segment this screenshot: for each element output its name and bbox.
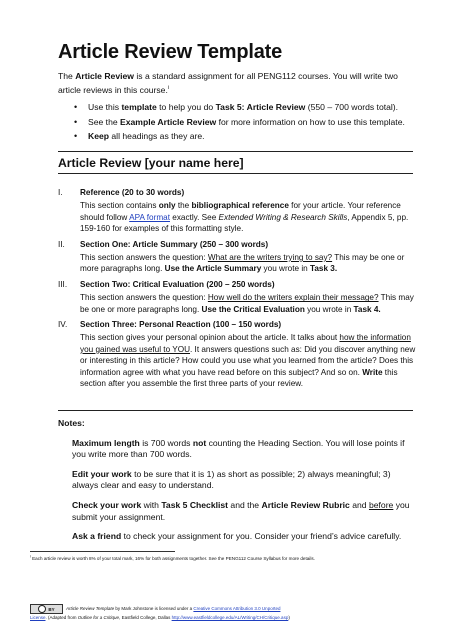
notes-section bbox=[58, 418, 418, 543]
creative-commons-badge[interactable]: BY bbox=[30, 604, 63, 614]
intro-text-rest: is a standard assignment for all PENG112 courses. You will write two article reviews in this course. bbox=[58, 71, 398, 95]
notes-label: Notes: bbox=[58, 418, 85, 428]
outline-item-reference: I. Reference (20 to 30 words) This section contains only the bibliographical reference for your article. Your reference should follow APA format exactly. See Extended Writing & Research Skills, Appendix 5, pp. 159-160 for examples of this formatting style. bbox=[58, 187, 418, 235]
license-link[interactable]: License bbox=[30, 615, 46, 620]
list-item: • Use this template to help you do Task 5: Article Review (550 – 700 words total). bbox=[74, 100, 434, 115]
document-title: Article Review Template bbox=[58, 41, 283, 63]
item-body: This section answers the question: What are the writers trying to say? This may be one or more paragraphs long. Use the Article Summary you wrote in Task 3. bbox=[80, 253, 405, 274]
outline-item-reaction: IV. Section Three: Personal Reaction (100 – 150 words) This section gives your personal opinion about the article. It talks about how the information you gained was useful to YOU. It answers questions such as: Did you discover anything new or interesting in this article? How could you use what you learned from the article? Does this information agree with what you have read before on this subject? And so on. Write this section after you assemble the first three parts of your review. bbox=[58, 319, 418, 389]
section-heading: Article Review [your name here] bbox=[58, 156, 244, 170]
item-number: III. bbox=[58, 279, 68, 289]
divider bbox=[58, 410, 413, 411]
footnote-marker[interactable]: i bbox=[167, 84, 170, 91]
note-check-work: Check your work with Task 5 Checklist and the Article Review Rubric and before you submit your assignment. bbox=[72, 499, 410, 522]
item-number: I. bbox=[58, 188, 63, 197]
license-line: License. (Adapted from Outline for a Critique, Eastfield College, Dallas http://www.eastfieldcollege.edu/AL/Writing/CH/Critique.asp) bbox=[30, 615, 290, 620]
note-edit-work: Edit your work to be sure that it is 1) as short as possible; 2) always meaningful; 3) always clear and easy to understand. bbox=[72, 468, 391, 491]
instruction-list bbox=[74, 100, 434, 144]
note-ask-friend: Ask a friend to check your assignment for you. Consider your friend’s advice carefully. bbox=[72, 531, 402, 542]
item-body: This section contains only the bibliographical reference for your article. Your reference should follow APA format exactly. See Extended Writing & Research Skills, Appendix 5, pp. 159-160 for examples of this formatting style. bbox=[80, 201, 409, 234]
outline-item-summary: II. Section One: Article Summary (250 – 300 words) This section answers the question: What are the writers trying to say? This may be one or more paragraphs long. Use the Article Summary you wrote in Task 3. bbox=[58, 239, 418, 275]
intro-bold: Article Review bbox=[75, 71, 134, 81]
cc-icon bbox=[38, 605, 46, 613]
item-heading: Section Two: Critical Evaluation bbox=[80, 279, 205, 289]
section-outline bbox=[58, 187, 418, 390]
outline-item-evaluation: III. Section Two: Critical Evaluation (200 – 250 words) This section answers the question: How well do the writers explain their message? This may be one or more paragraphs long. Use the Critical Evaluation you wrote in Task 4. bbox=[58, 279, 418, 315]
item-heading: Section Three: Personal Reaction bbox=[80, 320, 211, 330]
item-heading: Reference bbox=[80, 188, 120, 197]
divider bbox=[58, 151, 413, 152]
divider bbox=[58, 173, 413, 174]
apa-format-link[interactable]: APA format bbox=[129, 212, 170, 222]
note-max-length: Maximum length is 700 words not counting the Heading Section. You will lose points if you write more than 700 words. bbox=[72, 437, 405, 460]
list-item: • See the Example Article Review for more information on how to use this template. bbox=[74, 115, 434, 130]
footnote-divider bbox=[30, 551, 175, 552]
item-body: This section gives your personal opinion about the article. It talks about how the information you gained was useful to YOU. It answers questions such as: Did you discover anything new or interesting in this article? How could you use what you learned from the article? Does this information agree with what you have read before on this subject? And so on. Write this section after you assemble the first three parts of your review. bbox=[80, 333, 416, 389]
cc-license-link[interactable]: Creative Commons Attribution 3.0 Unported bbox=[193, 606, 281, 611]
footnote: $^i$ Each article review is worth 8% of your total mark, 16% for both assignments together. See the PENG112 Course Syllabus for more details. bbox=[30, 554, 315, 561]
license-credit: Article Review Template by Mark Johnstone is licensed under a Creative Commons Attribution 3.0 Unported bbox=[66, 606, 281, 611]
footnote-marker: i bbox=[30, 554, 31, 559]
intro-text: The bbox=[58, 71, 76, 81]
intro-paragraph bbox=[58, 70, 418, 97]
item-number: IV. bbox=[58, 320, 68, 330]
source-url-link[interactable]: http://www.eastfieldcollege.edu/AL/Writing/CH/Critique.asp bbox=[171, 615, 289, 620]
item-body: This section answers the question: How well do the writers explain their message? This may be one or more paragraphs long. Use the Critical Evaluation you wrote in Task 4. bbox=[80, 293, 414, 314]
item-number: II. bbox=[58, 239, 65, 249]
list-item: • Keep all headings as they are. bbox=[74, 129, 434, 144]
item-heading: Section One: Article Summary bbox=[80, 239, 198, 249]
